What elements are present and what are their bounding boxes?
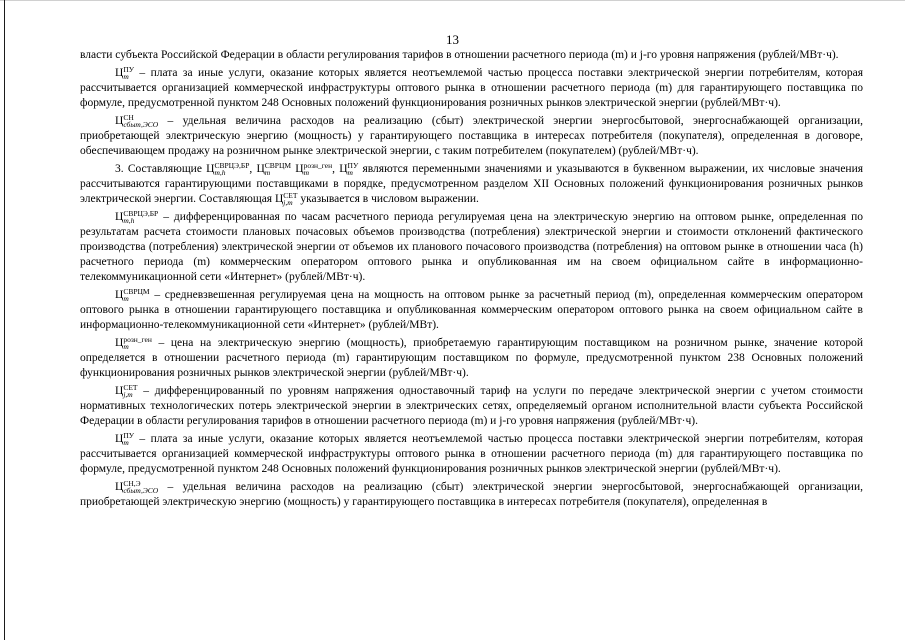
formula-symbol: Ц розн_ген m — [115, 335, 152, 351]
formula-symbol: Ц СЕТ j,m — [115, 383, 138, 399]
formula-symbol: Ц ПУ m — [115, 431, 135, 447]
paragraph-text: – дифференцированная по часам расчетного периода регулируемая цена на электрическую энергию на оптовом рынке, определенная по результатам расчета стоимости плановых почасовых объемов производства (потребления) электрической энергии и стоимости отклонений фактического производства (потребления) электрической энергии от объемов их планового почасового производства (потребления) на оптовом рынке в отношении часа (h) расчетного периода (m) коммерческим оператором оптового рынка и опубликованная им на своем официальном сайте в информационно-телекоммуникационной сети «Интернет» (рублей/МВт·ч). — [80, 211, 863, 283]
paragraph-pu-definition-2 — [80, 432, 863, 477]
formula-symbol: Ц СВРЦЭ,БР m,h — [206, 161, 250, 177]
paragraph-sn-e-definition — [80, 480, 863, 510]
paragraph-text: – удельная величина расходов на реализацию (сбыт) электрической энергии энергосбытовой, энергоснабжающей организации, приобретающей электрическую энергию (мощность) у гарантирующего поставщика в интересах потребителя (покупателя), определенная в — [80, 481, 863, 508]
formula-symbol: Ц СВРЦЭ,БР m,h — [115, 209, 159, 225]
formula-symbol: Ц ПУ m — [115, 65, 135, 81]
formula-symbol: Ц СН сбыт,ЭСО — [115, 113, 159, 129]
document-body — [80, 48, 863, 513]
paragraph-text: – удельная величина расходов на реализацию (сбыт) электрической энергии энергосбытовой, энергоснабжающей организации, приобретающей электрическую энергию (мощность) у гарантирующего поставщика в интересах потребителя (покупателя), определенная в договоре, обеспечивающем продажу на розничном рынке электрической энергии, с таким потребителем (покупателем) (рублей/МВт·ч). — [80, 115, 863, 157]
paragraph-set-definition — [80, 384, 863, 429]
formula-symbol: Ц СН,Э сбыт,ЭСО — [115, 479, 159, 495]
formula-symbol: Ц розн_ген m — [295, 161, 333, 177]
paragraph-item-3: 3. Составляющие Ц СВРЦЭ,БР m,h , Ц СВРЦМ m Ц розн_ген m , Ц ПУ m являются переменными значениями и указываются в буквенном выражении, их числовые значения рассчитываются гарантирующими поставщиками в порядке, предусмотренном разделом XII Основных положений функционирования розничных рынков электрической энергии. Составляющая Ц СЕТ j,m указывается в числовом выражении. — [80, 161, 864, 207]
formula-symbol: Ц СВРЦМ m — [256, 161, 292, 177]
scan-edge-top — [0, 0, 905, 1]
formula-symbol: Ц СВРЦМ m — [115, 287, 150, 303]
paragraph-rozn-gen-definition — [80, 336, 863, 381]
paragraph-sn-definition — [80, 114, 863, 159]
paragraph-text: власти субъекта Российской Федерации в области регулирования тарифов в отношении расчетного периода (m) и j-го уровня напряжения (рублей/МВт·ч). — [80, 49, 839, 61]
paragraph-pu-definition — [80, 66, 863, 111]
formula-symbol: Ц ПУ m — [339, 161, 359, 177]
formula-symbol: Ц СЕТ j,m — [274, 191, 298, 207]
paragraph-continuation — [80, 48, 863, 63]
paragraph-text: – средневзвешенная регулируемая цена на мощность на оптовом рынке за расчетный период (m), определенная коммерческим оператором оптового рынка в отношении гарантирующего поставщика и опубликованная коммерческим оператором оптового рынка на своем официальном сайте в информационно-телекоммуникационной сети «Интернет» (рублей/МВт). — [80, 289, 863, 331]
scan-edge-left — [4, 0, 5, 640]
paragraph-text: – плата за иные услуги, оказание которых является неотъемлемой частью процесса поставки электрической энергии потребителям, которая рассчитывается организацией коммерческой инфраструктуры оптового рынка в отношении расчетного периода (m) для гарантирующего поставщика по формуле, предусмотренной пунктом 248 Основных положений функционирования розничных рынков электрической энергии (рублей/МВт·ч). — [80, 67, 863, 109]
paragraph-text: – цена на электрическую энергию (мощность), приобретаемую гарантирующим поставщиком на розничном рынке, значение которой определяется в отношении расчетного периода (m) гарантирующим поставщиком по формуле, предусмотренной пунктом 238 Основных положений функционирования розничных рынков электрической энергии (рублей/МВт·ч). — [80, 337, 863, 379]
paragraph-text: – плата за иные услуги, оказание которых является неотъемлемой частью процесса поставки электрической энергии потребителям, которая рассчитывается организацией коммерческой инфраструктуры оптового рынка в отношении расчетного периода (m) для гарантирующего поставщика по формуле, предусмотренной пунктом 248 Основных положений функционирования розничных рынков электрической энергии (рублей/МВт·ч). — [80, 433, 863, 475]
paragraph-svrce-definition — [80, 210, 863, 285]
paragraph-text: – дифференцированный по уровням напряжения одноставочный тариф на услуги по передаче электрической энергии с учетом стоимости нормативных технологических потерь электрической энергии в электрических сетях, определяемый органом исполнительной власти субъекта Российской Федерации в области регулирования тарифов в отношении расчетного периода (m) и j-го уровня напряжения (рублей/МВт·ч). — [80, 385, 863, 427]
paragraph-svrcm-definition — [80, 288, 863, 333]
page-number: 13 — [446, 32, 459, 47]
